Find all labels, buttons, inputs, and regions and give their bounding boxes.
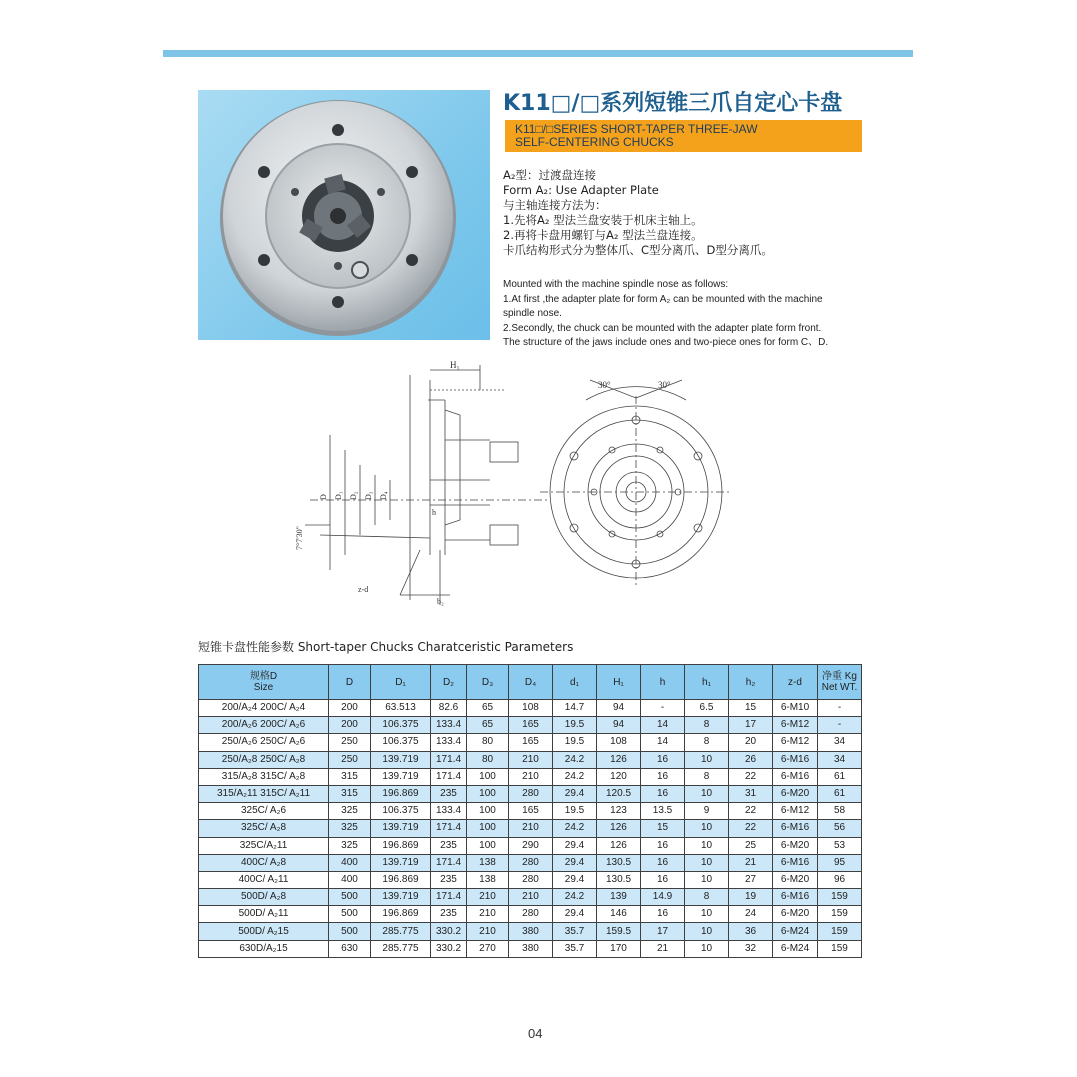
table-row <box>199 889 862 906</box>
table-row <box>199 837 862 854</box>
front-view <box>540 380 732 588</box>
table-cell: 139.719 <box>371 820 431 837</box>
table-cell: 22 <box>729 803 773 820</box>
table-row <box>199 751 862 768</box>
table-row <box>199 785 862 802</box>
table-cell: 19.5 <box>553 717 597 734</box>
desc-line: 卡爪结构形式分为整体爪、C型分离爪、D型分离爪。 <box>503 243 773 257</box>
table-cell: 17 <box>729 717 773 734</box>
table-cell: 210 <box>467 923 509 940</box>
column-header <box>685 665 729 700</box>
table-cell: 6-M10 <box>773 700 818 717</box>
column-header <box>329 665 371 700</box>
table-cell: 210 <box>467 889 509 906</box>
column-header <box>597 665 641 700</box>
table-cell: 10 <box>685 871 729 888</box>
table-cell: 400 <box>329 871 371 888</box>
drawing-label-taper: 7°7'30" <box>295 526 304 550</box>
table-cell: 200/A₂6 200C/ A₂6 <box>199 717 329 734</box>
table-cell: 10 <box>685 751 729 768</box>
table-cell: 315 <box>329 768 371 785</box>
table-cell: 35.7 <box>553 923 597 940</box>
table-cell: 6-M12 <box>773 717 818 734</box>
table-cell: 630 <box>329 940 371 957</box>
table-cell: 6-M20 <box>773 785 818 802</box>
table-cell: 285.775 <box>371 923 431 940</box>
column-header-label: D₄ <box>524 676 537 688</box>
table-cell: 6-M12 <box>773 734 818 751</box>
table-cell: 108 <box>509 700 553 717</box>
table-cell: 6-M12 <box>773 803 818 820</box>
table-cell: 500D/ A₂15 <box>199 923 329 940</box>
table-cell: 6-M20 <box>773 906 818 923</box>
table-cell: 24.2 <box>553 889 597 906</box>
table-cell: 10 <box>685 820 729 837</box>
technical-drawing-svg <box>290 360 740 615</box>
column-header-label: H₁ <box>613 676 624 688</box>
table-cell: 6-M16 <box>773 820 818 837</box>
table-cell: 100 <box>467 820 509 837</box>
drawing-label-d4: D₄ <box>379 491 388 500</box>
table-cell: 16 <box>641 768 685 785</box>
table-cell: 315 <box>329 785 371 802</box>
table-cell: 400 <box>329 854 371 871</box>
drawing-label-zd: z-d <box>358 585 369 594</box>
table-cell: 32 <box>729 940 773 957</box>
table-cell: 325 <box>329 837 371 854</box>
table-cell: 200/A₂4 200C/ A₂4 <box>199 700 329 717</box>
title-english-line-1: K11□/□SERIES SHORT-TAPER THREE-JAW <box>515 122 758 136</box>
table-cell: 280 <box>509 906 553 923</box>
column-header <box>431 665 467 700</box>
column-header <box>199 665 329 700</box>
table-row <box>199 906 862 923</box>
table-row <box>199 820 862 837</box>
column-header <box>509 665 553 700</box>
table-cell: 315/A₂11 315C/ A₂11 <box>199 785 329 802</box>
side-view <box>305 365 550 605</box>
table-cell: 325C/ A₂6 <box>199 803 329 820</box>
table-cell: 24 <box>729 906 773 923</box>
table-cell: 250 <box>329 734 371 751</box>
table-row <box>199 923 862 940</box>
column-header <box>818 665 862 700</box>
table-cell: 15 <box>641 820 685 837</box>
title-english <box>515 123 758 149</box>
table-cell: 10 <box>685 923 729 940</box>
table-cell: 21 <box>641 940 685 957</box>
table-cell: 80 <box>467 751 509 768</box>
table-cell: 6-M16 <box>773 854 818 871</box>
table-cell: 56 <box>818 820 862 837</box>
table-cell: 29.4 <box>553 837 597 854</box>
table-cell: 133.4 <box>431 717 467 734</box>
table-cell: 330.2 <box>431 923 467 940</box>
table-cell: 94 <box>597 700 641 717</box>
table-cell: 6.5 <box>685 700 729 717</box>
table-cell: 171.4 <box>431 820 467 837</box>
drawing-label-d: D <box>319 494 328 500</box>
table-cell: 210 <box>509 751 553 768</box>
table-cell: 171.4 <box>431 889 467 906</box>
table-cell: 10 <box>685 785 729 802</box>
table-cell: 200 <box>329 717 371 734</box>
table-cell: 146 <box>597 906 641 923</box>
table-cell: 14.7 <box>553 700 597 717</box>
table-cell: 380 <box>509 940 553 957</box>
table-cell: 139.719 <box>371 751 431 768</box>
table-cell: 500 <box>329 889 371 906</box>
desc-line: 与主轴连接方法为： <box>503 198 607 212</box>
table-cell: 95 <box>818 854 862 871</box>
table-cell: 171.4 <box>431 751 467 768</box>
drawing-label-angle-1: 30° <box>598 380 611 390</box>
table-row <box>199 854 862 871</box>
table-cell: 96 <box>818 871 862 888</box>
table-row <box>199 700 862 717</box>
table-cell: 400C/ A₂8 <box>199 854 329 871</box>
table-cell: 36 <box>729 923 773 940</box>
table-cell: 53 <box>818 837 862 854</box>
table-cell: 80 <box>467 734 509 751</box>
table-cell: 106.375 <box>371 803 431 820</box>
table-cell: 290 <box>509 837 553 854</box>
table-cell: 159.5 <box>597 923 641 940</box>
description-chinese <box>503 168 873 258</box>
table-cell: 500D/ A₂8 <box>199 889 329 906</box>
column-header <box>371 665 431 700</box>
table-cell: 19.5 <box>553 803 597 820</box>
table-cell: 15 <box>729 700 773 717</box>
table-cell: 22 <box>729 768 773 785</box>
technical-drawing <box>290 360 740 615</box>
table-cell: 130.5 <box>597 871 641 888</box>
drawing-label-d3: D₃ <box>364 491 373 500</box>
table-cell: 58 <box>818 803 862 820</box>
table-cell: 100 <box>467 785 509 802</box>
table-cell: 159 <box>818 940 862 957</box>
chuck-photo <box>198 90 490 340</box>
table-cell: 10 <box>685 837 729 854</box>
table-cell: 65 <box>467 717 509 734</box>
page-number: 04 <box>528 1026 543 1041</box>
table-cell: 100 <box>467 768 509 785</box>
table-cell: 8 <box>685 717 729 734</box>
table-cell: 27 <box>729 871 773 888</box>
table-cell: 34 <box>818 734 862 751</box>
table-body <box>199 700 862 958</box>
table-cell: 20 <box>729 734 773 751</box>
title-chinese: K11□/□系列短锥三爪自定心卡盘 <box>503 91 843 116</box>
parameters-table <box>198 664 862 958</box>
table-cell: 61 <box>818 785 862 802</box>
table-cell: 630D/A₂15 <box>199 940 329 957</box>
table-cell: 325 <box>329 803 371 820</box>
table-header <box>199 665 862 700</box>
table-cell: 6-M16 <box>773 889 818 906</box>
table-cell: 325C/ A₂8 <box>199 820 329 837</box>
column-header-sublabel: Size <box>253 682 274 693</box>
table-cell: 126 <box>597 837 641 854</box>
table-cell: 82.6 <box>431 700 467 717</box>
table-row <box>199 871 862 888</box>
column-header-label: D₁ <box>395 676 406 688</box>
table-cell: 14 <box>641 734 685 751</box>
table-cell: 325C/A₂11 <box>199 837 329 854</box>
table-cell: 171.4 <box>431 854 467 871</box>
table-cell: 196.869 <box>371 837 431 854</box>
drawing-label-h: h <box>432 508 436 517</box>
table-cell: 14.9 <box>641 889 685 906</box>
table-cell: 280 <box>509 785 553 802</box>
table-cell: 29.4 <box>553 871 597 888</box>
column-header <box>641 665 685 700</box>
desc-line: A₂型：过渡盘连接 <box>503 168 596 182</box>
table-cell: 500 <box>329 906 371 923</box>
table-cell: 100 <box>467 837 509 854</box>
table-cell: 380 <box>509 923 553 940</box>
column-header-label: z-d <box>788 676 802 688</box>
table-cell: 16 <box>641 871 685 888</box>
table-cell: 133.4 <box>431 803 467 820</box>
table-cell: 126 <box>597 751 641 768</box>
table-cell: 159 <box>818 889 862 906</box>
table-cell: 24.2 <box>553 820 597 837</box>
table-row <box>199 734 862 751</box>
drawing-label-h1: H₁ <box>450 360 460 370</box>
table-cell: 270 <box>467 940 509 957</box>
table-cell: 16 <box>641 785 685 802</box>
table-cell: 17 <box>641 923 685 940</box>
table-cell: 280 <box>509 854 553 871</box>
table-cell: 29.4 <box>553 906 597 923</box>
table-cell: 6-M24 <box>773 940 818 957</box>
table-cell: 10 <box>685 906 729 923</box>
table-cell: 120 <box>597 768 641 785</box>
table-cell: - <box>818 700 862 717</box>
table-cell: 9 <box>685 803 729 820</box>
table-cell: 19 <box>729 889 773 906</box>
table-cell: 8 <box>685 889 729 906</box>
table-cell: 24.2 <box>553 751 597 768</box>
table-cell: 280 <box>509 871 553 888</box>
column-header-label: d₁ <box>570 676 579 688</box>
table-cell: 250/A₂8 250C/ A₂8 <box>199 751 329 768</box>
table-cell: 138 <box>467 871 509 888</box>
table-cell: 159 <box>818 923 862 940</box>
desc-en-line: 2.Secondly, the chuck can be mounted with the adapter plate form front. <box>503 322 822 334</box>
column-header-label: D <box>345 676 354 688</box>
table-cell: 165 <box>509 717 553 734</box>
table-cell: 315/A₂8 315C/ A₂8 <box>199 768 329 785</box>
table-cell: 16 <box>641 906 685 923</box>
table-cell: 13.5 <box>641 803 685 820</box>
table-cell: 22 <box>729 820 773 837</box>
table-cell: 200 <box>329 700 371 717</box>
table-cell: 120.5 <box>597 785 641 802</box>
table-cell: 6-M20 <box>773 837 818 854</box>
table-cell: 235 <box>431 785 467 802</box>
table-cell: 16 <box>641 751 685 768</box>
chuck-photo-image <box>198 90 490 340</box>
table-header-row <box>199 665 862 700</box>
table-row <box>199 768 862 785</box>
table-cell: 500D/ A₂11 <box>199 906 329 923</box>
desc-en-line: spindle nose. <box>503 308 562 319</box>
table-cell: 210 <box>509 889 553 906</box>
description-english <box>503 278 873 351</box>
table-cell: 26 <box>729 751 773 768</box>
table-cell: 16 <box>641 837 685 854</box>
table-cell: 196.869 <box>371 871 431 888</box>
desc-en-line: The structure of the jaws include ones and two-piece ones for form C、D. <box>503 337 829 348</box>
table-cell: 330.2 <box>431 940 467 957</box>
column-header-label: h₁ <box>702 676 711 688</box>
table-cell: 170 <box>597 940 641 957</box>
table-cell: 210 <box>509 820 553 837</box>
table-cell: 325 <box>329 820 371 837</box>
desc-line: 2.再将卡盘用螺钉与A₂ 型法兰盘连接。 <box>503 228 703 242</box>
table-cell: 31 <box>729 785 773 802</box>
table-cell: 235 <box>431 906 467 923</box>
table-cell: 165 <box>509 734 553 751</box>
desc-line: 1.先将A₂ 型法兰盘安装于机床主轴上。 <box>503 213 703 227</box>
table-cell: 139.719 <box>371 768 431 785</box>
table-cell: 34 <box>818 751 862 768</box>
table-cell: 165 <box>509 803 553 820</box>
column-header-label: h₂ <box>745 676 756 688</box>
table-cell: 19.5 <box>553 734 597 751</box>
table-cell: 159 <box>818 906 862 923</box>
column-header-label: 规格D <box>249 671 278 682</box>
table-cell: 61 <box>818 768 862 785</box>
table-cell: 235 <box>431 837 467 854</box>
table-cell: 6-M16 <box>773 768 818 785</box>
table-cell: 210 <box>509 768 553 785</box>
table-cell: 10 <box>685 854 729 871</box>
drawing-label-d1: D₁ <box>334 491 343 500</box>
table-cell: 10 <box>685 940 729 957</box>
column-header <box>553 665 597 700</box>
table-cell: 250 <box>329 751 371 768</box>
table-cell: 8 <box>685 734 729 751</box>
table-cell: 94 <box>597 717 641 734</box>
table-cell: 108 <box>597 734 641 751</box>
table-cell: 171.4 <box>431 768 467 785</box>
table-cell: 133.4 <box>431 734 467 751</box>
table-cell: 130.5 <box>597 854 641 871</box>
table-cell: 400C/ A₂11 <box>199 871 329 888</box>
table-cell: 21 <box>729 854 773 871</box>
table-cell: 29.4 <box>553 785 597 802</box>
table-cell: 235 <box>431 871 467 888</box>
table-cell: 16 <box>641 854 685 871</box>
table-cell: 6-M20 <box>773 871 818 888</box>
table-caption: 短锥卡盘性能参数 Short-taper Chucks Charatceristic Parameters <box>198 640 574 654</box>
table-cell: 123 <box>597 803 641 820</box>
table-cell: 100 <box>467 803 509 820</box>
desc-en-line: 1.At first ,the adapter plate for form A₂ can be mounted with the machine <box>503 293 823 305</box>
drawing-label-d2: D₂ <box>349 491 358 500</box>
table-cell: - <box>641 700 685 717</box>
title-english-banner <box>505 120 862 152</box>
desc-en-line: Mounted with the machine spindle nose as follows: <box>503 279 729 290</box>
column-header <box>773 665 818 700</box>
column-header <box>467 665 509 700</box>
table-cell: 35.7 <box>553 940 597 957</box>
top-accent-bar <box>163 50 913 57</box>
table-cell: 24.2 <box>553 768 597 785</box>
table-row <box>199 940 862 957</box>
table-cell: 500 <box>329 923 371 940</box>
column-header-label: D₃ <box>481 676 494 688</box>
table-cell: 6-M16 <box>773 751 818 768</box>
table-cell: 6-M24 <box>773 923 818 940</box>
title-english-line-2: SELF-CENTERING CHUCKS <box>515 135 674 149</box>
table-cell: 65 <box>467 700 509 717</box>
table-cell: 196.869 <box>371 906 431 923</box>
table-cell: 106.375 <box>371 717 431 734</box>
table-cell: 139 <box>597 889 641 906</box>
table-cell: 126 <box>597 820 641 837</box>
column-header-label: D₂ <box>442 676 455 688</box>
column-header <box>729 665 773 700</box>
table-cell: 196.869 <box>371 785 431 802</box>
table-row <box>199 717 862 734</box>
column-header-sublabel: Net WT. <box>821 682 858 693</box>
table-cell: 139.719 <box>371 889 431 906</box>
table-cell: 25 <box>729 837 773 854</box>
table-cell: 8 <box>685 768 729 785</box>
table-cell: 14 <box>641 717 685 734</box>
table-cell: 29.4 <box>553 854 597 871</box>
column-header-label: h <box>659 676 666 688</box>
drawing-label-b2: b₂ <box>437 597 444 606</box>
drawing-label-angle-2: 30° <box>658 380 671 390</box>
table-cell: 210 <box>467 906 509 923</box>
table-cell: 285.775 <box>371 940 431 957</box>
column-header-label: 净重 Kg <box>821 671 857 682</box>
table-cell: - <box>818 717 862 734</box>
table-cell: 139.719 <box>371 854 431 871</box>
table-cell: 106.375 <box>371 734 431 751</box>
table-cell: 138 <box>467 854 509 871</box>
table-cell: 63.513 <box>371 700 431 717</box>
table-cell: 250/A₂6 250C/ A₂6 <box>199 734 329 751</box>
table-row <box>199 803 862 820</box>
desc-line: Form A₂: Use Adapter Plate <box>503 183 659 197</box>
